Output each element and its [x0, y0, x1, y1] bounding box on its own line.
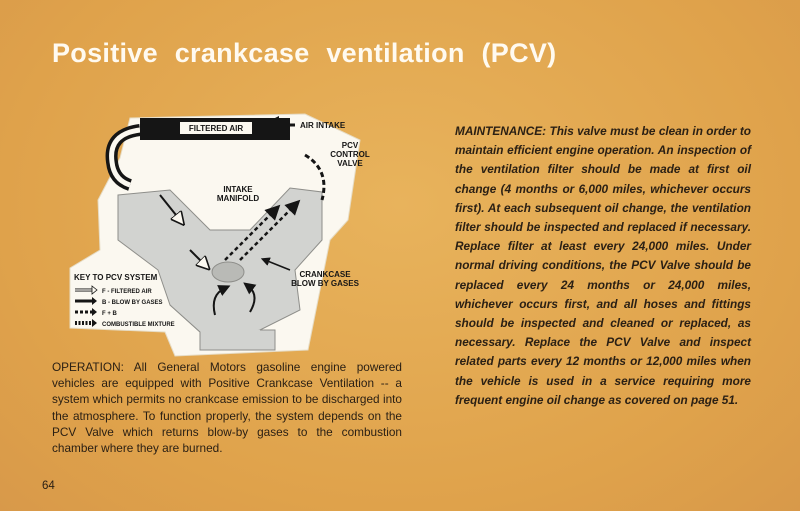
crankcase-label-1: CRANKCASE: [299, 270, 351, 279]
svg-text:B - BLOW BY GASES: B - BLOW BY GASES: [102, 300, 163, 306]
page-title: Positive crankcase ventilation (PCV): [52, 38, 557, 68]
operation-text: All General Motors gasoline engine powered vehicles are equipped with Positive Crankcase Ventilation -- a system which permits no crankcase emission to be discharged into the atmosphere. To function properly, the system depends on the PCV Valve which returns blow-by gases to the combustion chamber where they are burned.: [52, 360, 402, 456]
crankcase-label-2: BLOW BY GASES: [291, 279, 359, 288]
filtered-air-label: FILTERED AIR: [188, 124, 244, 133]
intake-manifold-label-1: INTAKE: [223, 185, 253, 194]
air-intake-label: AIR INTAKE: [300, 121, 346, 130]
operation-label: OPERATION:: [52, 360, 124, 374]
pcv-label-3: VALVE: [337, 159, 363, 168]
key-title: KEY TO PCV SYSTEM: [74, 273, 158, 282]
page-number: 64: [42, 480, 55, 492]
maintenance-paragraph: [455, 122, 751, 410]
svg-text:F + B: F + B: [102, 311, 117, 317]
pcv-engine-diagram: [60, 100, 390, 360]
intake-manifold-label-2: MANIFOLD: [216, 194, 260, 203]
pcv-label-1: PCV: [341, 141, 359, 150]
pcv-label-2: CONTROL: [330, 150, 370, 159]
svg-text:COMBUSTIBLE MIXTURE: COMBUSTIBLE MIXTURE: [102, 322, 175, 328]
operation-paragraph: [52, 359, 402, 456]
maintenance-label: MAINTENANCE:: [455, 124, 547, 138]
svg-text:F - FILTERED AIR: F - FILTERED AIR: [102, 289, 152, 295]
maintenance-text: This valve must be clean in order to maintain efficient engine operation. An inspection of the ventilation filter should be made at first oil change (4 months or 6,000 miles, whichever occurs first). At each subsequent oil change, the ventilation filter should be inspected and replaced if necessary. Replace filter at least every 24,000 miles. Under normal driving conditions, the PCV Valve should be replaced every 24 months or 24,000 miles, whichever occurs first, and all hoses and fittings should be inspected and cleaned or replaced, as necessary. Replace the PCV Valve and inspect related parts every 12 months or 12,000 miles when the vehicle is used in a service requiring more frequent engine oil change as covered on page 51.: [455, 124, 751, 407]
